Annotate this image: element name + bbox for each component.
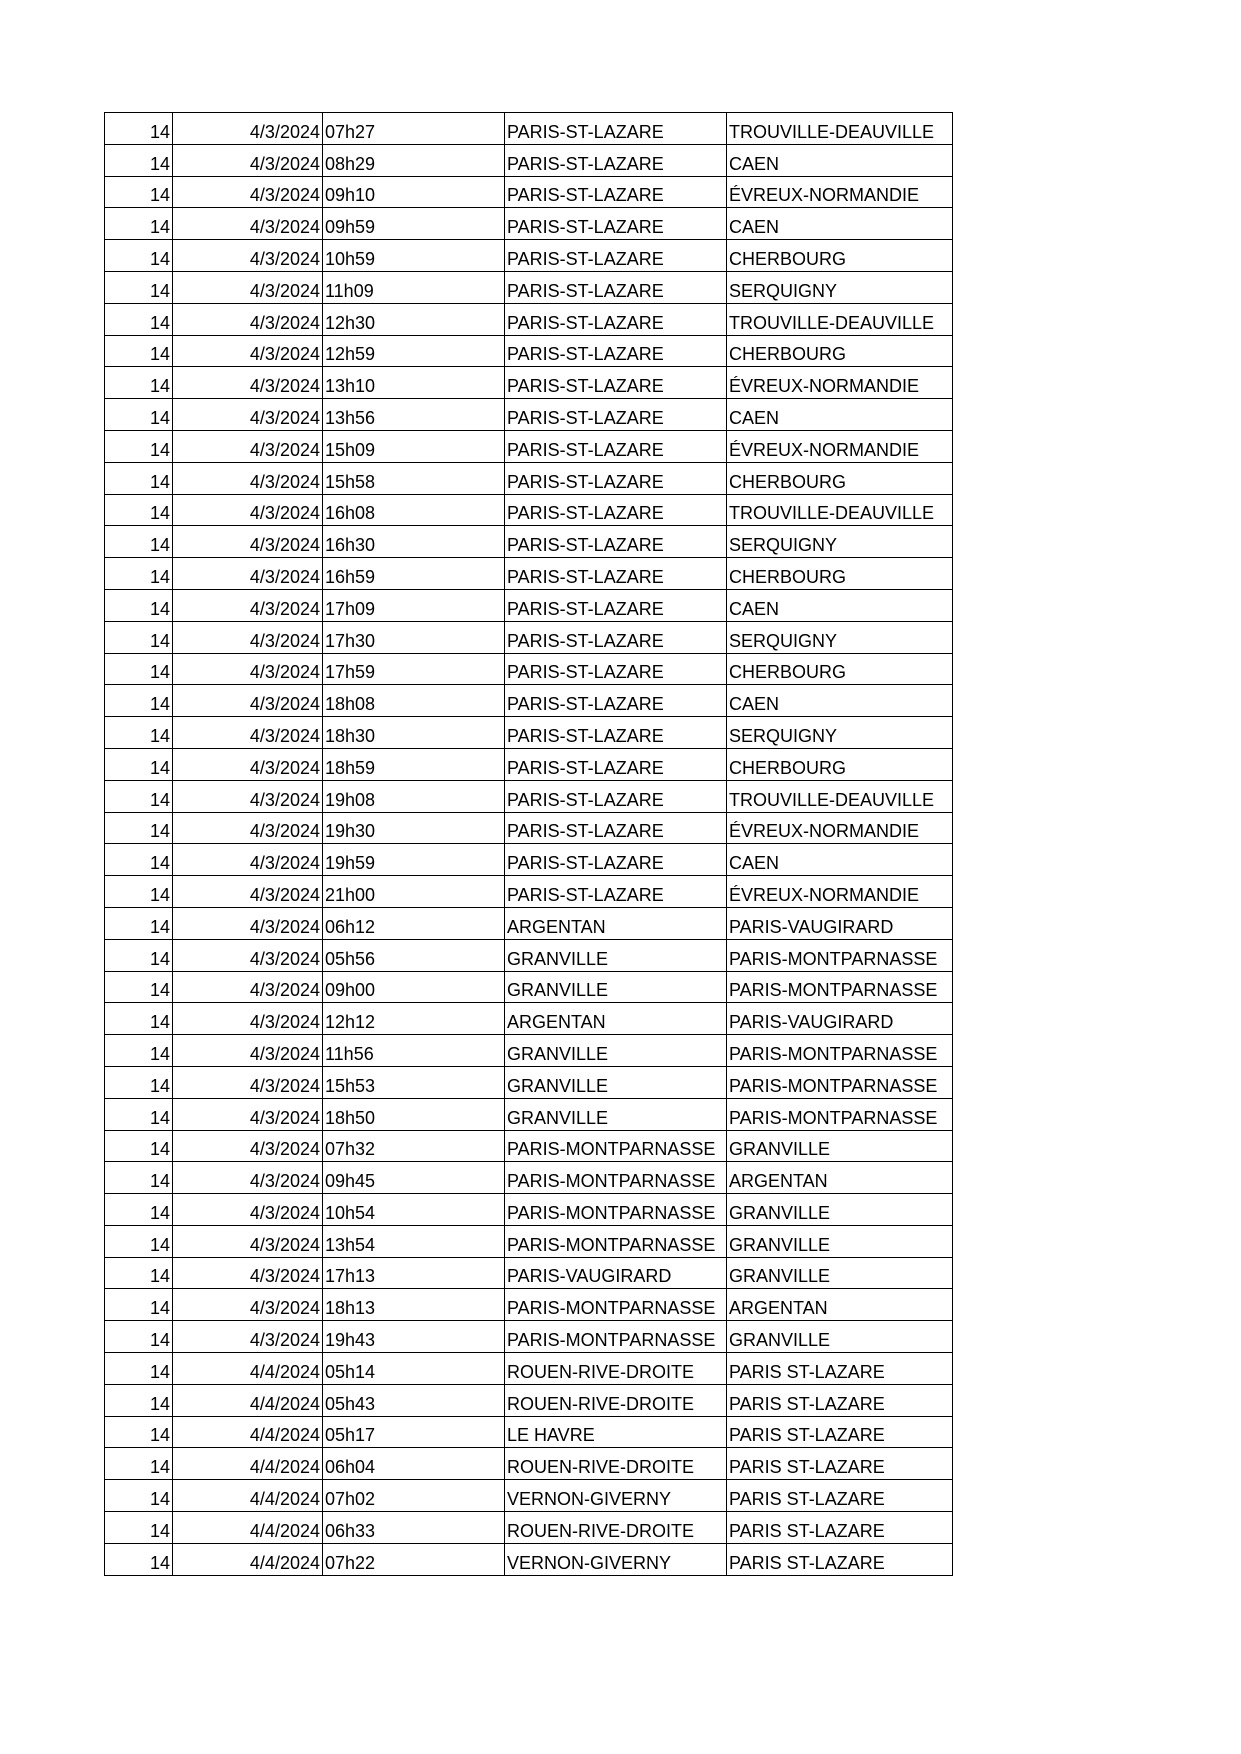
cell-origin: ARGENTAN xyxy=(505,907,727,939)
cell-origin: PARIS-ST-LAZARE xyxy=(505,717,727,749)
table-row xyxy=(105,430,953,462)
cell-destination: CAEN xyxy=(727,399,953,431)
cell-origin: PARIS-ST-LAZARE xyxy=(505,621,727,653)
cell-origin: PARIS-ST-LAZARE xyxy=(505,271,727,303)
cell-origin: PARIS-ST-LAZARE xyxy=(505,335,727,367)
cell-number: 14 xyxy=(105,144,173,176)
table-row xyxy=(105,589,953,621)
cell-destination: GRANVILLE xyxy=(727,1194,953,1226)
cell-destination: SERQUIGNY xyxy=(727,621,953,653)
cell-number: 14 xyxy=(105,780,173,812)
cell-date: 4/3/2024 xyxy=(173,748,323,780)
cell-date: 4/4/2024 xyxy=(173,1448,323,1480)
cell-number: 14 xyxy=(105,1321,173,1353)
cell-time: 07h02 xyxy=(323,1480,505,1512)
cell-time: 19h30 xyxy=(323,812,505,844)
cell-destination: TROUVILLE-DEAUVILLE xyxy=(727,303,953,335)
cell-origin: PARIS-ST-LAZARE xyxy=(505,303,727,335)
table-row xyxy=(105,1384,953,1416)
table-row xyxy=(105,1035,953,1067)
cell-date: 4/3/2024 xyxy=(173,558,323,590)
table-row xyxy=(105,1194,953,1226)
cell-number: 14 xyxy=(105,1384,173,1416)
cell-time: 10h54 xyxy=(323,1194,505,1226)
cell-number: 14 xyxy=(105,303,173,335)
table-row xyxy=(105,1098,953,1130)
table-row xyxy=(105,494,953,526)
cell-origin: PARIS-MONTPARNASSE xyxy=(505,1225,727,1257)
cell-number: 14 xyxy=(105,907,173,939)
cell-destination: TROUVILLE-DEAUVILLE xyxy=(727,780,953,812)
cell-origin: GRANVILLE xyxy=(505,971,727,1003)
cell-time: 17h30 xyxy=(323,621,505,653)
cell-origin: PARIS-VAUGIRARD xyxy=(505,1257,727,1289)
cell-destination: CHERBOURG xyxy=(727,240,953,272)
cell-time: 10h59 xyxy=(323,240,505,272)
cell-time: 08h29 xyxy=(323,144,505,176)
cell-destination: PARIS ST-LAZARE xyxy=(727,1416,953,1448)
cell-number: 14 xyxy=(105,1194,173,1226)
table-row xyxy=(105,1289,953,1321)
cell-time: 12h59 xyxy=(323,335,505,367)
cell-destination: TROUVILLE-DEAUVILLE xyxy=(727,113,953,145)
cell-date: 4/3/2024 xyxy=(173,1098,323,1130)
cell-date: 4/3/2024 xyxy=(173,1130,323,1162)
cell-number: 14 xyxy=(105,558,173,590)
cell-number: 14 xyxy=(105,876,173,908)
cell-date: 4/3/2024 xyxy=(173,144,323,176)
cell-number: 14 xyxy=(105,1543,173,1575)
table-row xyxy=(105,1321,953,1353)
cell-date: 4/3/2024 xyxy=(173,303,323,335)
cell-origin: PARIS-ST-LAZARE xyxy=(505,113,727,145)
table-row xyxy=(105,271,953,303)
cell-time: 09h45 xyxy=(323,1162,505,1194)
cell-number: 14 xyxy=(105,240,173,272)
cell-date: 4/3/2024 xyxy=(173,717,323,749)
table-row xyxy=(105,1480,953,1512)
table-row xyxy=(105,558,953,590)
cell-number: 14 xyxy=(105,1035,173,1067)
cell-origin: GRANVILLE xyxy=(505,1066,727,1098)
cell-time: 15h09 xyxy=(323,430,505,462)
table-body xyxy=(105,113,953,1576)
cell-time: 09h10 xyxy=(323,176,505,208)
table-row xyxy=(105,780,953,812)
cell-destination: ÉVREUX-NORMANDIE xyxy=(727,176,953,208)
cell-destination: ARGENTAN xyxy=(727,1289,953,1321)
cell-origin: PARIS-ST-LAZARE xyxy=(505,812,727,844)
cell-origin: ROUEN-RIVE-DROITE xyxy=(505,1512,727,1544)
cell-time: 09h00 xyxy=(323,971,505,1003)
cell-time: 17h09 xyxy=(323,589,505,621)
cell-origin: PARIS-MONTPARNASSE xyxy=(505,1162,727,1194)
table-row xyxy=(105,748,953,780)
cell-time: 13h56 xyxy=(323,399,505,431)
cell-number: 14 xyxy=(105,176,173,208)
table-row xyxy=(105,971,953,1003)
cell-time: 15h53 xyxy=(323,1066,505,1098)
cell-destination: ÉVREUX-NORMANDIE xyxy=(727,430,953,462)
table-row xyxy=(105,1353,953,1385)
cell-number: 14 xyxy=(105,462,173,494)
cell-destination: GRANVILLE xyxy=(727,1225,953,1257)
cell-date: 4/3/2024 xyxy=(173,876,323,908)
cell-date: 4/4/2024 xyxy=(173,1512,323,1544)
cell-destination: ÉVREUX-NORMANDIE xyxy=(727,367,953,399)
cell-destination: PARIS-MONTPARNASSE xyxy=(727,1035,953,1067)
cell-date: 4/3/2024 xyxy=(173,335,323,367)
table-row xyxy=(105,685,953,717)
cell-number: 14 xyxy=(105,748,173,780)
cell-number: 14 xyxy=(105,939,173,971)
cell-date: 4/3/2024 xyxy=(173,113,323,145)
cell-time: 11h56 xyxy=(323,1035,505,1067)
cell-date: 4/4/2024 xyxy=(173,1480,323,1512)
cell-origin: PARIS-ST-LAZARE xyxy=(505,589,727,621)
table-row xyxy=(105,176,953,208)
table-row xyxy=(105,939,953,971)
cell-number: 14 xyxy=(105,1098,173,1130)
cell-date: 4/3/2024 xyxy=(173,526,323,558)
cell-number: 14 xyxy=(105,685,173,717)
cell-date: 4/3/2024 xyxy=(173,176,323,208)
cell-destination: CAEN xyxy=(727,144,953,176)
cell-origin: PARIS-ST-LAZARE xyxy=(505,240,727,272)
cell-number: 14 xyxy=(105,399,173,431)
cell-number: 14 xyxy=(105,621,173,653)
cell-destination: GRANVILLE xyxy=(727,1321,953,1353)
cell-origin: PARIS-ST-LAZARE xyxy=(505,176,727,208)
cell-destination: PARIS ST-LAZARE xyxy=(727,1448,953,1480)
cell-date: 4/3/2024 xyxy=(173,812,323,844)
cell-origin: VERNON-GIVERNY xyxy=(505,1543,727,1575)
table-row xyxy=(105,876,953,908)
cell-destination: CHERBOURG xyxy=(727,748,953,780)
cell-time: 05h56 xyxy=(323,939,505,971)
cell-date: 4/3/2024 xyxy=(173,621,323,653)
table-row xyxy=(105,240,953,272)
table-row xyxy=(105,653,953,685)
cell-number: 14 xyxy=(105,717,173,749)
cell-time: 07h27 xyxy=(323,113,505,145)
cell-time: 16h08 xyxy=(323,494,505,526)
cell-origin: ARGENTAN xyxy=(505,1003,727,1035)
cell-origin: PARIS-ST-LAZARE xyxy=(505,876,727,908)
cell-time: 19h59 xyxy=(323,844,505,876)
cell-time: 15h58 xyxy=(323,462,505,494)
cell-destination: SERQUIGNY xyxy=(727,271,953,303)
cell-date: 4/3/2024 xyxy=(173,844,323,876)
cell-destination: CHERBOURG xyxy=(727,558,953,590)
cell-origin: PARIS-MONTPARNASSE xyxy=(505,1289,727,1321)
cell-origin: PARIS-ST-LAZARE xyxy=(505,748,727,780)
cell-number: 14 xyxy=(105,844,173,876)
cell-origin: PARIS-MONTPARNASSE xyxy=(505,1194,727,1226)
cell-date: 4/3/2024 xyxy=(173,240,323,272)
table-row xyxy=(105,844,953,876)
cell-origin: PARIS-ST-LAZARE xyxy=(505,558,727,590)
cell-origin: GRANVILLE xyxy=(505,1098,727,1130)
cell-number: 14 xyxy=(105,589,173,621)
cell-origin: PARIS-ST-LAZARE xyxy=(505,208,727,240)
cell-number: 14 xyxy=(105,1289,173,1321)
cell-number: 14 xyxy=(105,1225,173,1257)
cell-date: 4/3/2024 xyxy=(173,1162,323,1194)
cell-date: 4/3/2024 xyxy=(173,589,323,621)
cell-destination: PARIS-MONTPARNASSE xyxy=(727,939,953,971)
cell-number: 14 xyxy=(105,113,173,145)
cell-time: 18h30 xyxy=(323,717,505,749)
cell-number: 14 xyxy=(105,208,173,240)
table-row xyxy=(105,621,953,653)
cell-number: 14 xyxy=(105,1353,173,1385)
cell-destination: CHERBOURG xyxy=(727,462,953,494)
cell-time: 16h59 xyxy=(323,558,505,590)
cell-date: 4/3/2024 xyxy=(173,1035,323,1067)
cell-destination: SERQUIGNY xyxy=(727,717,953,749)
cell-time: 07h22 xyxy=(323,1543,505,1575)
table-row xyxy=(105,1448,953,1480)
cell-time: 18h59 xyxy=(323,748,505,780)
table-row xyxy=(105,907,953,939)
cell-destination: CAEN xyxy=(727,589,953,621)
cell-time: 06h04 xyxy=(323,1448,505,1480)
table-row xyxy=(105,1543,953,1575)
cell-date: 4/4/2024 xyxy=(173,1543,323,1575)
cell-time: 05h14 xyxy=(323,1353,505,1385)
cell-time: 07h32 xyxy=(323,1130,505,1162)
cell-origin: PARIS-ST-LAZARE xyxy=(505,367,727,399)
cell-time: 05h43 xyxy=(323,1384,505,1416)
cell-destination: TROUVILLE-DEAUVILLE xyxy=(727,494,953,526)
cell-number: 14 xyxy=(105,1066,173,1098)
cell-destination: GRANVILLE xyxy=(727,1130,953,1162)
cell-destination: PARIS-MONTPARNASSE xyxy=(727,971,953,1003)
cell-number: 14 xyxy=(105,1416,173,1448)
table-row xyxy=(105,303,953,335)
cell-origin: LE HAVRE xyxy=(505,1416,727,1448)
cell-destination: ÉVREUX-NORMANDIE xyxy=(727,812,953,844)
cell-number: 14 xyxy=(105,271,173,303)
cell-destination: PARIS-VAUGIRARD xyxy=(727,907,953,939)
cell-date: 4/3/2024 xyxy=(173,1225,323,1257)
cell-date: 4/3/2024 xyxy=(173,1321,323,1353)
cell-date: 4/3/2024 xyxy=(173,462,323,494)
cell-date: 4/3/2024 xyxy=(173,208,323,240)
cell-time: 18h08 xyxy=(323,685,505,717)
cell-origin: PARIS-ST-LAZARE xyxy=(505,653,727,685)
cell-time: 17h59 xyxy=(323,653,505,685)
cell-destination: PARIS ST-LAZARE xyxy=(727,1384,953,1416)
cell-destination: PARIS ST-LAZARE xyxy=(727,1480,953,1512)
table-row xyxy=(105,1162,953,1194)
cell-time: 12h30 xyxy=(323,303,505,335)
table-row xyxy=(105,335,953,367)
cell-destination: SERQUIGNY xyxy=(727,526,953,558)
cell-date: 4/3/2024 xyxy=(173,1066,323,1098)
table-row xyxy=(105,1003,953,1035)
cell-time: 06h12 xyxy=(323,907,505,939)
cell-date: 4/3/2024 xyxy=(173,653,323,685)
cell-destination: GRANVILLE xyxy=(727,1257,953,1289)
cell-destination: PARIS-MONTPARNASSE xyxy=(727,1098,953,1130)
cell-origin: PARIS-ST-LAZARE xyxy=(505,685,727,717)
cell-destination: CHERBOURG xyxy=(727,335,953,367)
schedule-sheet xyxy=(104,112,952,1576)
cell-time: 18h13 xyxy=(323,1289,505,1321)
cell-origin: PARIS-MONTPARNASSE xyxy=(505,1321,727,1353)
table-row xyxy=(105,1130,953,1162)
table-row xyxy=(105,208,953,240)
cell-date: 4/3/2024 xyxy=(173,1257,323,1289)
cell-origin: PARIS-ST-LAZARE xyxy=(505,844,727,876)
cell-destination: CAEN xyxy=(727,685,953,717)
cell-destination: CAEN xyxy=(727,208,953,240)
cell-destination: ÉVREUX-NORMANDIE xyxy=(727,876,953,908)
cell-date: 4/3/2024 xyxy=(173,430,323,462)
cell-destination: PARIS-VAUGIRARD xyxy=(727,1003,953,1035)
table-row xyxy=(105,1257,953,1289)
cell-date: 4/3/2024 xyxy=(173,1194,323,1226)
cell-date: 4/3/2024 xyxy=(173,971,323,1003)
cell-destination: PARIS-MONTPARNASSE xyxy=(727,1066,953,1098)
cell-date: 4/3/2024 xyxy=(173,907,323,939)
schedule-table xyxy=(104,112,953,1576)
cell-date: 4/4/2024 xyxy=(173,1353,323,1385)
cell-number: 14 xyxy=(105,430,173,462)
table-row xyxy=(105,367,953,399)
cell-number: 14 xyxy=(105,1512,173,1544)
cell-time: 11h09 xyxy=(323,271,505,303)
cell-number: 14 xyxy=(105,526,173,558)
cell-date: 4/3/2024 xyxy=(173,494,323,526)
cell-time: 13h10 xyxy=(323,367,505,399)
cell-time: 06h33 xyxy=(323,1512,505,1544)
cell-date: 4/3/2024 xyxy=(173,939,323,971)
cell-origin: VERNON-GIVERNY xyxy=(505,1480,727,1512)
table-row xyxy=(105,717,953,749)
cell-origin: ROUEN-RIVE-DROITE xyxy=(505,1384,727,1416)
cell-origin: GRANVILLE xyxy=(505,1035,727,1067)
cell-number: 14 xyxy=(105,1480,173,1512)
table-row xyxy=(105,526,953,558)
cell-origin: ROUEN-RIVE-DROITE xyxy=(505,1448,727,1480)
cell-destination: CAEN xyxy=(727,844,953,876)
table-row xyxy=(105,399,953,431)
cell-destination: PARIS ST-LAZARE xyxy=(727,1353,953,1385)
cell-time: 21h00 xyxy=(323,876,505,908)
cell-time: 19h43 xyxy=(323,1321,505,1353)
table-row xyxy=(105,1225,953,1257)
cell-origin: PARIS-ST-LAZARE xyxy=(505,399,727,431)
cell-time: 17h13 xyxy=(323,1257,505,1289)
cell-number: 14 xyxy=(105,1448,173,1480)
table-row xyxy=(105,1066,953,1098)
cell-date: 4/3/2024 xyxy=(173,1003,323,1035)
cell-number: 14 xyxy=(105,367,173,399)
cell-destination: ARGENTAN xyxy=(727,1162,953,1194)
cell-time: 09h59 xyxy=(323,208,505,240)
cell-date: 4/3/2024 xyxy=(173,780,323,812)
cell-time: 18h50 xyxy=(323,1098,505,1130)
cell-date: 4/3/2024 xyxy=(173,399,323,431)
cell-number: 14 xyxy=(105,335,173,367)
cell-origin: PARIS-ST-LAZARE xyxy=(505,780,727,812)
cell-origin: PARIS-ST-LAZARE xyxy=(505,526,727,558)
cell-origin: PARIS-ST-LAZARE xyxy=(505,494,727,526)
cell-number: 14 xyxy=(105,971,173,1003)
cell-origin: PARIS-ST-LAZARE xyxy=(505,430,727,462)
cell-destination: PARIS ST-LAZARE xyxy=(727,1543,953,1575)
cell-number: 14 xyxy=(105,1003,173,1035)
cell-time: 16h30 xyxy=(323,526,505,558)
table-row xyxy=(105,1512,953,1544)
cell-date: 4/4/2024 xyxy=(173,1384,323,1416)
cell-date: 4/3/2024 xyxy=(173,271,323,303)
cell-number: 14 xyxy=(105,1130,173,1162)
cell-number: 14 xyxy=(105,812,173,844)
cell-origin: ROUEN-RIVE-DROITE xyxy=(505,1353,727,1385)
cell-time: 05h17 xyxy=(323,1416,505,1448)
cell-origin: PARIS-ST-LAZARE xyxy=(505,144,727,176)
cell-number: 14 xyxy=(105,1162,173,1194)
cell-time: 12h12 xyxy=(323,1003,505,1035)
table-row xyxy=(105,812,953,844)
table-row xyxy=(105,144,953,176)
cell-origin: PARIS-MONTPARNASSE xyxy=(505,1130,727,1162)
cell-date: 4/4/2024 xyxy=(173,1416,323,1448)
table-row xyxy=(105,462,953,494)
cell-origin: PARIS-ST-LAZARE xyxy=(505,462,727,494)
table-row xyxy=(105,1416,953,1448)
cell-number: 14 xyxy=(105,653,173,685)
cell-date: 4/3/2024 xyxy=(173,685,323,717)
cell-number: 14 xyxy=(105,1257,173,1289)
cell-destination: PARIS ST-LAZARE xyxy=(727,1512,953,1544)
cell-number: 14 xyxy=(105,494,173,526)
cell-time: 13h54 xyxy=(323,1225,505,1257)
table-row xyxy=(105,113,953,145)
cell-time: 19h08 xyxy=(323,780,505,812)
cell-date: 4/3/2024 xyxy=(173,1289,323,1321)
cell-date: 4/3/2024 xyxy=(173,367,323,399)
cell-destination: CHERBOURG xyxy=(727,653,953,685)
cell-origin: GRANVILLE xyxy=(505,939,727,971)
